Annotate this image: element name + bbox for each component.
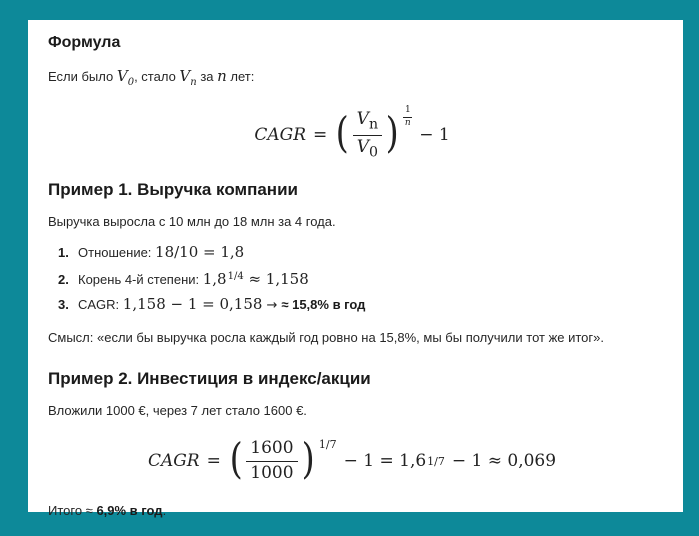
math-expression: 18/10 = 1,8 <box>155 243 245 261</box>
list-item: 2. Корень 4-й степени: $1,8^{1/4} \approx 1,158$ <box>58 265 663 292</box>
close-paren: ) <box>385 108 399 158</box>
equals-sign: = <box>313 125 328 145</box>
formula-lhs: CAGR <box>254 125 307 145</box>
math-var-n: n <box>217 67 227 85</box>
fraction-vn-v0: $\frac{V_n}{V_0}$ <box>353 110 382 160</box>
exponent: 1/4 <box>227 271 244 282</box>
result-emphasis: 6,9% в год <box>96 503 163 518</box>
arrow-glyph: → <box>266 298 278 313</box>
list-item: 1. Отношение: 18/10 = 1,8 <box>58 240 663 265</box>
cagr-formula-display <box>48 104 663 163</box>
open-paren: ( <box>229 434 243 484</box>
example2-intro: Вложили 1000 €, через 7 лет стало 1600 €. <box>48 403 307 418</box>
example1-meaning: Смысл: «если бы выручка росла каждый год ровно на 15,8%, мы бы получили тот же итог». <box>48 330 604 345</box>
formula-tail: − 1 ≈ 0,069 <box>451 451 557 471</box>
list-number: 3. <box>58 297 69 312</box>
example1-title: Пример 1. Выручка компании <box>48 180 298 199</box>
example1-intro: Выручка выросла с 10 млн до 18 млн за 4 года. <box>48 214 336 229</box>
formula-lhs: CAGR <box>147 451 200 471</box>
intro-text: Если было <box>48 69 117 84</box>
math-expression: $1,8^{1/4} \approx 1,158$ <box>202 270 309 288</box>
section-title-formula: Формула <box>48 34 121 51</box>
close-paren: ) <box>301 434 315 484</box>
example2-title: Пример 2. Инвестиция в индекс/акции <box>48 369 371 388</box>
exponent-1-7-inline: 1/7 <box>427 454 445 468</box>
example2-result: Итого ≈ 6,9% в год. <box>48 503 167 518</box>
fraction-1600-1000: $\frac{1600}{1000}$ <box>246 439 297 483</box>
equals-sign: = <box>206 451 221 471</box>
example1-steps <box>48 240 663 318</box>
content-sheet <box>28 20 683 518</box>
formula-middle: − 1 = 1,6 <box>343 451 427 471</box>
exponent-one-over-n: 1 n <box>404 104 411 128</box>
formula-tail: − 1 <box>419 125 450 145</box>
open-paren: ( <box>335 108 350 158</box>
list-number: 1. <box>58 245 69 260</box>
formula-intro: Если было $V_0$, стало $V_n$ за n лет: <box>48 67 255 88</box>
math-var-vn: V <box>179 67 191 85</box>
cagr-example2-display <box>48 433 663 489</box>
list-number: 2. <box>58 272 69 287</box>
exponent-1-7: 1/7 <box>318 437 337 451</box>
math-var-v0: V <box>116 67 128 85</box>
math-expression: 1,158 − 1 = 0,158 <box>122 295 263 313</box>
list-item: 3. CAGR: 1,158 − 1 = 0,158 → ≈ 15,8% в год <box>58 292 663 318</box>
result-emphasis: ≈ 15,8% в год <box>281 297 366 312</box>
